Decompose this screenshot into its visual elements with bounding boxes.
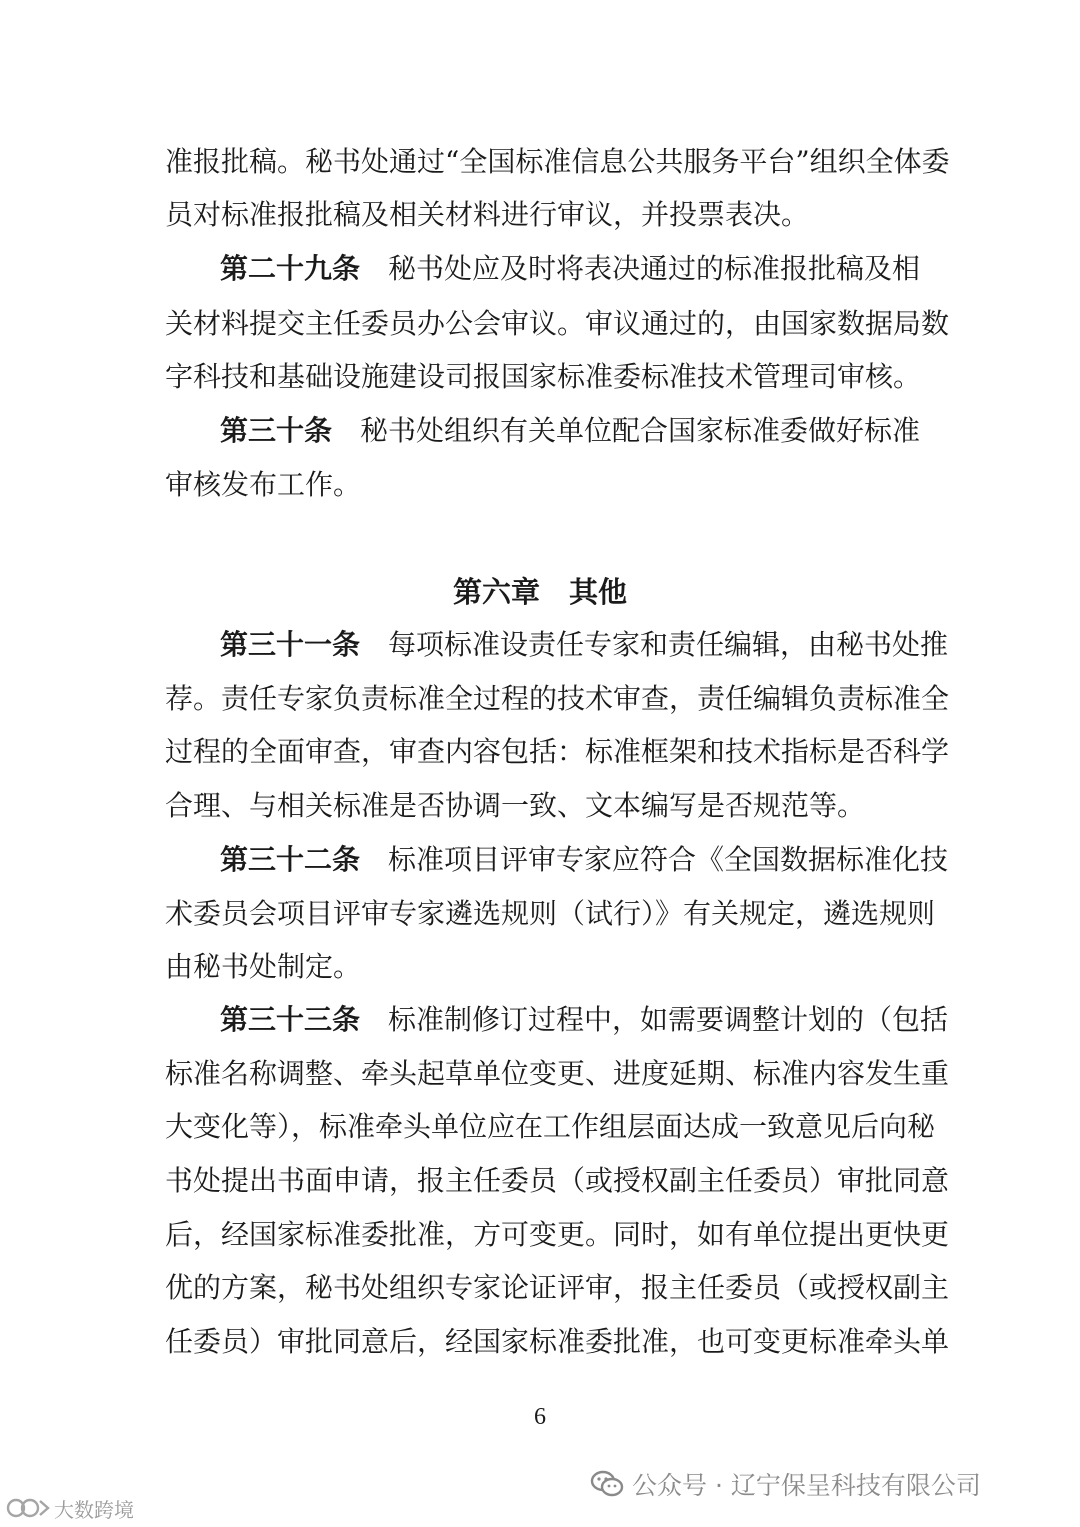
text-line: 由秘书处制定。 bbox=[165, 950, 362, 983]
watermark-text: 公众号 · 辽宁保呈科技有限公司 bbox=[632, 1471, 981, 1500]
text-line: 关材料提交主任委员办公会审议。审议通过的，由国家数据局数 bbox=[165, 307, 950, 340]
article-number: 第三十二条 bbox=[220, 843, 361, 876]
article-number: 第二十九条 bbox=[220, 252, 361, 285]
wechat-icon bbox=[590, 1469, 624, 1499]
text-line: 准报批稿。秘书处通过“全国标准信息公共服务平台”组织全体委 bbox=[165, 145, 950, 178]
text-line: 审核发布工作。 bbox=[165, 468, 362, 501]
article-number: 第三十条 bbox=[220, 414, 333, 447]
article-text: 标准制修订过程中，如需要调整计划的（包括 bbox=[388, 1003, 949, 1036]
text-line: 标准名称调整、牵头起草单位变更、进度延期、标准内容发生重 bbox=[165, 1057, 950, 1090]
text-line: 员对标准报批稿及相关材料进行审议，并投票表决。 bbox=[165, 198, 810, 231]
text-line: 字科技和基础设施建设司报国家标准委标准技术管理司审核。 bbox=[165, 360, 922, 393]
article-32 bbox=[220, 843, 949, 877]
article-text: 秘书处应及时将表决通过的标准报批稿及相 bbox=[388, 252, 921, 285]
text-line: 荐。责任专家负责标准全过程的技术审查，责任编辑负责标准全 bbox=[165, 682, 950, 715]
text-line: 后，经国家标准委批准，方可变更。同时，如有单位提出更快更 bbox=[165, 1218, 950, 1251]
text-line: 任委员）审批同意后，经国家标准委批准，也可变更标准牵头单 bbox=[165, 1325, 950, 1358]
article-31 bbox=[220, 628, 949, 662]
article-29 bbox=[220, 252, 921, 286]
text-line: 优的方案，秘书处组织专家论证评审，报主任委员（或授权副主 bbox=[165, 1271, 950, 1304]
brand-watermark bbox=[4, 1492, 134, 1524]
watermark-text: 大数跨境 bbox=[54, 1497, 134, 1522]
article-33 bbox=[220, 1003, 949, 1037]
article-text: 秘书处组织有关单位配合国家标准委做好标准 bbox=[360, 414, 921, 447]
article-number: 第三十一条 bbox=[220, 628, 361, 661]
page-number: 6 bbox=[534, 1404, 546, 1430]
text-line: 大变化等），标准牵头单位应在工作组层面达成一致意见后向秘 bbox=[165, 1110, 936, 1143]
wechat-watermark bbox=[590, 1466, 981, 1502]
chapter-heading: 第六章 其他 bbox=[452, 575, 627, 609]
article-number: 第三十三条 bbox=[220, 1003, 361, 1036]
article-text: 标准项目评审专家应符合《全国数据标准化技 bbox=[388, 843, 949, 876]
article-text: 每项标准设责任专家和责任编辑，由秘书处推 bbox=[388, 628, 949, 661]
text-line: 合理、与相关标准是否协调一致、文本编写是否规范等。 bbox=[165, 789, 866, 822]
text-line: 书处提出书面申请，报主任委员（或授权副主任委员）审批同意 bbox=[165, 1164, 950, 1197]
text-line: 过程的全面审查，审查内容包括：标准框架和技术指标是否科学 bbox=[165, 735, 950, 768]
article-30 bbox=[220, 414, 921, 448]
text-line: 术委员会项目评审专家遴选规则（试行）》有关规定，遴选规则 bbox=[165, 897, 936, 930]
brand-logo-icon bbox=[4, 1495, 50, 1521]
